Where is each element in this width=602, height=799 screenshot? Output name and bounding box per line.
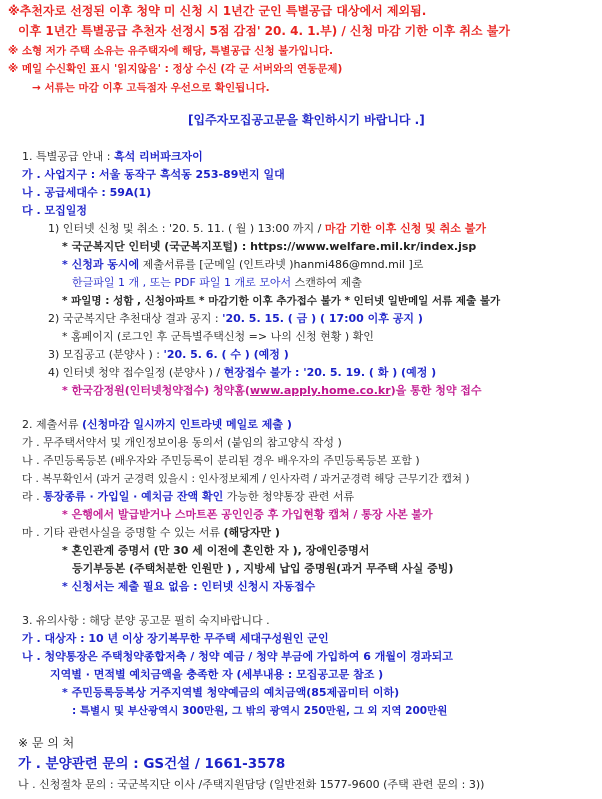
section-2-label: 2. 제출서류 [22, 418, 82, 431]
sec2-ma-text: 마 . 기타 관련사실을 증명할 수 있는 서류 [22, 526, 224, 539]
sec2-ma-note: (해당자만 ) [223, 526, 280, 539]
schedule-item-2-text: 2) 국군복지단 추천대상 결과 공지 : [48, 312, 223, 325]
section-2-note: (신청마감 일시까지 인트라넷 메일로 제출 ) [82, 418, 292, 431]
notice-line-3: ※ 소형 저가 주택 소유는 유주택자에 해당, 특별공급 신청 불가입니다. [8, 45, 333, 57]
notice-line-1: ※추천자로 선정된 이후 청약 미 신청 시 1년간 군인 특별공급 대상에서 제외됨. [8, 4, 427, 18]
inquiry-sales-text: 가 . 분양관련 문의 : GS건설 / 1661-3578 [18, 756, 286, 772]
schedule-item-1-warning: 마감 기한 이후 신청 및 취소 불가 [324, 222, 486, 235]
schedule-item-4-text: 4) 인터넷 청약 접수일정 (분양사 ) / [48, 366, 224, 379]
sec2-na: 나 . 주민등록등본 (배우자와 주민등록이 분리된 경우 배우자의 주민등록등본 포함 ) [22, 454, 420, 467]
schedule-item-1-sub-4: * 파일명 : 성함 , 신청아파트 * 마감기한 이후 추가접수 불가 * 인터넷 일반메일 서류 제출 불가 [62, 295, 501, 307]
section-1-label: 1. 특별공급 안내 : [22, 150, 114, 163]
inquiry-heading: ※ 문 의 처 [18, 736, 75, 750]
schedule-item-1-text: 1) 인터넷 신청 및 취소 : '20. 5. 11. ( 월 ) 13:00 까지 / [48, 222, 325, 235]
schedule-item-3 [48, 348, 289, 362]
schedule-item-1 [48, 222, 486, 236]
schedule-item-1-sub-2 [62, 258, 423, 272]
schedule-item-1-sub-2-b: 제출서류를 [군메일 (인트라넷 )hanmi486@mnd.mil ]로 [139, 258, 424, 271]
sec3-na-1: 나 . 청약통장은 주택청약종합저축 / 청약 예금 / 청약 부금에 가입하여 6 개월이 경과되고 [22, 650, 453, 663]
sec1-ga: 가 . 사업지구 : 서울 동작구 흑석동 253-89번지 일대 [22, 168, 285, 181]
schedule-item-1-sub-2-a: * 신청과 동시에 [62, 258, 140, 271]
section-3-heading: 3. 유의사항 : 해당 분양 공고문 필히 숙지바랍니다 . [22, 614, 270, 627]
schedule-item-3-date: '20. 5. 6. ( 수 ) (예정 ) [163, 348, 289, 361]
sec2-ma-sub-2: 등기부등본 (주택처분한 인원만 ) , 지방세 납입 증명원(과거 무주택 사실 증빙) [72, 562, 454, 575]
notice-line-4: ※ 메일 수신확인 표시 '읽지않음' : 정상 수신 (각 군 서버와의 연동문제) [8, 63, 343, 75]
sec1-da: 다 . 모집일정 [22, 204, 87, 217]
schedule-item-1-sub-1: * 국군복지단 인터넷 (국군복지포털) : https://www.welfare.mil.kr/index.jsp [62, 240, 477, 253]
schedule-item-2-sub-1: * 홈페이지 (로그인 후 군특별주택신청 => 나의 신청 현황 ) 확인 [62, 330, 374, 343]
section-1-heading [22, 150, 203, 164]
sec2-ma [22, 526, 280, 540]
schedule-item-2 [48, 312, 423, 326]
sec2-ra-sub-1: * 은행에서 발급받거나 스마트폰 공인인증 후 가입현황 캡쳐 / 통장 사본 불가 [62, 508, 433, 521]
apply-home-prefix: * 한국감정원(인터넷청약접수) 청약홈( [62, 384, 250, 397]
apply-home-link[interactable]: www.apply.home.co.kr [249, 384, 391, 397]
section-2-heading [22, 418, 292, 432]
sec3-na-sub-1: * 주민등록등복상 거주지역별 청약예금의 예치금액(85제곱미터 이하) [62, 686, 400, 699]
sec2-ra [22, 490, 354, 504]
schedule-item-3-text: 3) 모집공고 (분양사 ) : [48, 348, 164, 361]
sec2-ra-highlight: 통장종류 · 가입일 · 예치금 잔액 확인 [43, 490, 224, 503]
sec3-ga: 가 . 대상자 : 10 년 이상 장기복무한 무주택 세대구성원인 군인 [22, 632, 329, 645]
sec2-ga: 가 . 무주택서약서 및 개인정보이용 동의서 (붙임의 참고양식 작성 ) [22, 436, 342, 449]
inquiry-procedure: 나 . 신청절차 문의 : 국군복지단 이사 /주택지원담당 (일반전화 1577-9600 (주택 관련 문의 : 3)) [18, 778, 485, 791]
schedule-item-1-sub-3-a: 한글파일 1 개 , 또는 PDF 파일 1 개로 모아서 [72, 276, 292, 289]
section-1-project: 흑석 리버파크자이 [113, 150, 203, 163]
schedule-item-4-date: 현장접수 불가 : '20. 5. 19. ( 화 ) (예정 ) [223, 366, 437, 379]
sec3-na-2: 지역별 · 면적별 예치금액을 충족한 자 (세부내용 : 모집공고문 참조 ) [50, 668, 384, 681]
confirm-title: [입주자모집공고문을 확인하시기 바랍니다 .] [188, 113, 425, 127]
sec2-ma-sub-3: * 신청서는 제출 필요 없음 : 인터넷 신청시 자동접수 [62, 580, 316, 593]
sec2-da: 다 . 복무확인서 (과거 군경력 있을시 : 인사정보체계 / 인사자력 / 과거군경력 해당 근무기간 캡쳐 ) [22, 473, 470, 485]
inquiry-sales [18, 756, 285, 773]
sec1-na: 나 . 공급세대수 : 59A(1) [22, 186, 152, 199]
schedule-item-4 [48, 366, 436, 380]
notice-line-2: 이후 1년간 특별공급 추천자 선정시 5점 감점' 20. 4. 1.부) / 신청 마감 기한 이후 취소 불가 [18, 24, 510, 38]
apply-home-suffix: )을 통한 청약 접수 [390, 384, 482, 397]
sec2-ra-text: 가능한 청약통장 관련 서류 [223, 490, 355, 503]
schedule-item-2-date: '20. 5. 15. ( 금 ) ( 17:00 이후 공지 ) [222, 312, 423, 325]
sec3-na-sub-2: : 특별시 및 부산광역시 300만원, 그 밖의 광역시 250만원, 그 외 지역 200만원 [72, 705, 448, 717]
schedule-item-1-sub-3-b: 스캔하여 제출 [291, 276, 362, 289]
sec2-ma-sub-1: * 혼인관계 증명서 (만 30 세 이전에 혼인한 자 ), 장애인증명서 [62, 544, 370, 557]
schedule-item-4-sub-1 [62, 384, 482, 398]
sec2-ra-label: 라 . [22, 490, 44, 503]
notice-line-5: → 서류는 마감 이후 고득점자 우선으로 확인됩니다. [32, 82, 270, 94]
schedule-item-1-sub-3 [72, 276, 362, 290]
